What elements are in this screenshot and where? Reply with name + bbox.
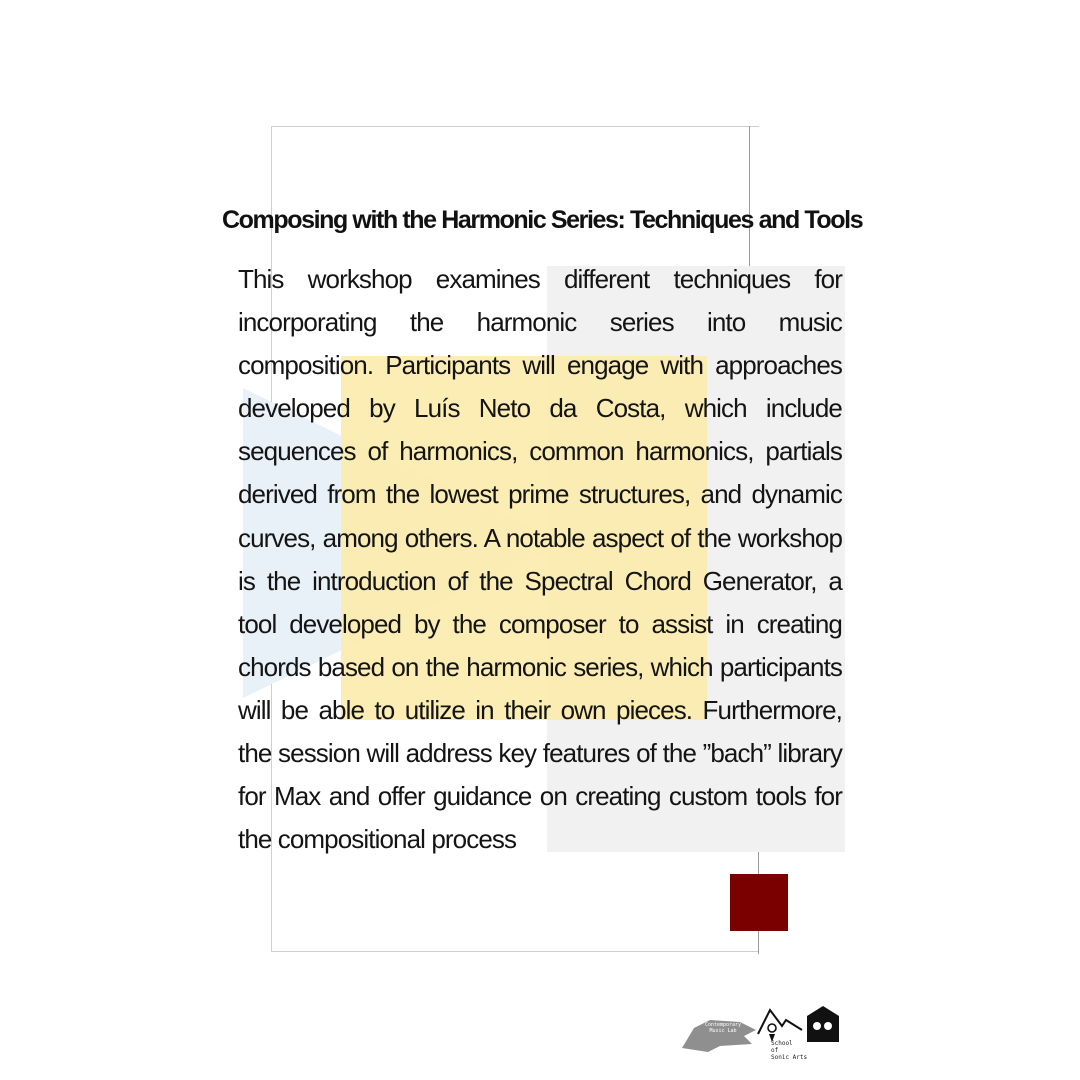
frame-edge-top: [749, 126, 750, 266]
school-of-sonic-arts-label: School of Sonic Arts: [771, 1040, 808, 1061]
partner-logos: [680, 1000, 850, 1070]
workshop-description: This workshop examines different techniques for incorporating the harmonic series into music composition. Participants will engage with approaches developed by Luís Neto da Costa, which include sequences of harmonics, common harmonics, partials derived from the lowest prime structures, and dynamic curves, among others. A notable aspect of the workshop is the introduction of the Spectral Chord Generator, a tool developed by the composer to assist in creating chords based on the harmonic series, which participants will be able to utilize in their own pieces. Furthermore, the session will address key features of the ”bach” library for Max and offer guidance on creating custom tools for the compositional process: [238, 264, 842, 855]
face-house-logo-icon: [804, 1004, 842, 1044]
workshop-title: Composing with the Harmonic Series: Techniques and Tools: [222, 206, 863, 234]
contemporary-music-lab-label: Contemporary Music Lab: [704, 1022, 742, 1034]
red-square: [730, 874, 788, 931]
